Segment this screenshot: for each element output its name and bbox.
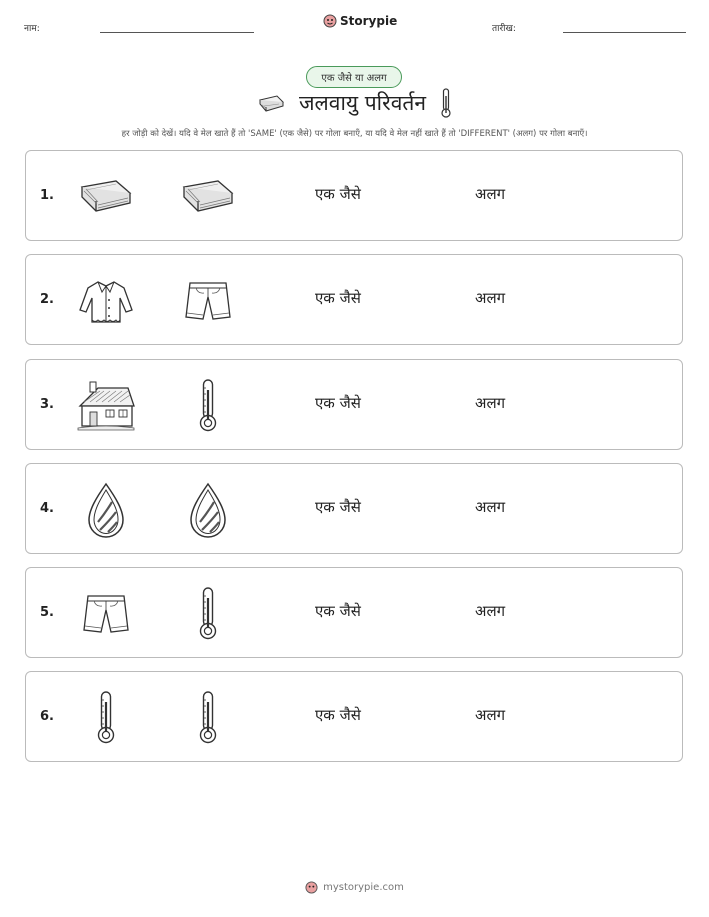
option-same[interactable]: एक जैसे [315, 289, 361, 307]
thermometer-icon [76, 690, 136, 746]
option-same[interactable]: एक जैसे [315, 498, 361, 516]
thermometer-icon [178, 378, 238, 434]
storypie-mascot-icon [305, 881, 318, 894]
thermometer-icon [440, 88, 452, 118]
option-different[interactable]: अलग [475, 498, 506, 516]
storypie-mascot-icon [323, 14, 337, 28]
raindrop-icon [178, 482, 238, 538]
question-number: 1. [40, 188, 54, 203]
option-same[interactable]: एक जैसे [315, 394, 361, 412]
page-title: जलवायु परिवर्तन [298, 91, 427, 115]
brand-logo [323, 14, 397, 28]
book-icon [178, 169, 238, 225]
raindrop-icon [76, 482, 136, 538]
shorts-icon [76, 586, 136, 642]
date-line[interactable] [563, 32, 686, 33]
option-different[interactable]: अलग [475, 602, 506, 620]
book-icon [257, 94, 285, 112]
question-number: 6. [40, 709, 54, 724]
question-row [25, 254, 683, 345]
title-row [0, 88, 709, 118]
date-label: तारीख: [492, 24, 516, 34]
question-row [25, 567, 683, 658]
house-icon [76, 378, 136, 434]
question-number: 4. [40, 501, 54, 516]
question-row [25, 671, 683, 762]
brand-name: Storypie [340, 14, 398, 28]
question-row [25, 150, 683, 241]
shorts-icon [178, 273, 238, 329]
option-same[interactable]: एक जैसे [315, 602, 361, 620]
question-number: 5. [40, 605, 54, 620]
name-label: नाम: [24, 24, 40, 34]
instructions: हर जोड़ी को देखें। यदि वे मेल खाते हैं तो 'SAME' (एक जैसे) पर गोला बनाएँ, या यदि वे मेल नहीं खाते हैं तो 'DIFFERENT' (अलग) पर गोला बनाएँ। [121, 129, 588, 139]
name-line[interactable] [100, 32, 254, 33]
worksheet-type-badge: एक जैसे या अलग [306, 66, 402, 88]
option-same[interactable]: एक जैसे [315, 185, 361, 203]
book-icon [76, 169, 136, 225]
option-different[interactable]: अलग [475, 706, 506, 724]
option-different[interactable]: अलग [475, 394, 506, 412]
option-different[interactable]: अलग [475, 289, 506, 307]
question-row [25, 463, 683, 554]
footer-url[interactable]: mystorypie.com [323, 882, 404, 893]
option-same[interactable]: एक जैसे [315, 706, 361, 724]
question-number: 3. [40, 397, 54, 412]
thermometer-icon [178, 690, 238, 746]
footer [0, 881, 709, 894]
question-number: 2. [40, 292, 54, 307]
thermometer-icon [178, 586, 238, 642]
question-row [25, 359, 683, 450]
option-different[interactable]: अलग [475, 185, 506, 203]
coat-icon [76, 273, 136, 329]
